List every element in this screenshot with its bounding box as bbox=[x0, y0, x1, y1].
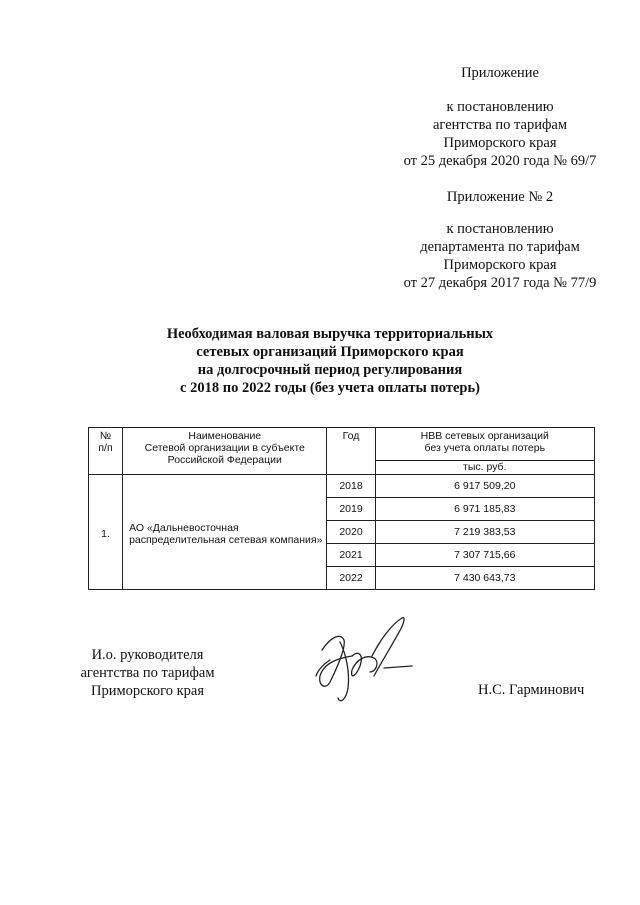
approval-reference-2 bbox=[385, 220, 615, 292]
approval-2-line: Приморского края bbox=[443, 257, 557, 273]
table-row bbox=[89, 475, 595, 498]
header-unit: тыс. руб. bbox=[375, 461, 594, 475]
header-org-line: Наименование bbox=[188, 430, 262, 442]
approval-1-line: агентства по тарифам bbox=[433, 117, 567, 133]
appendix-title bbox=[440, 64, 560, 82]
row-year: 2018 bbox=[327, 475, 375, 498]
header-year bbox=[327, 428, 375, 475]
header-value-line: НВВ сетевых организаций bbox=[420, 430, 549, 442]
header-num-line: № bbox=[99, 430, 112, 442]
table-header-row bbox=[89, 428, 595, 461]
approval-reference-1 bbox=[385, 98, 615, 170]
appendix-2-title bbox=[430, 188, 570, 206]
row-year: 2022 bbox=[327, 567, 375, 590]
handwritten-signature bbox=[300, 610, 420, 710]
appendix-title-text: Приложение bbox=[461, 65, 539, 81]
approval-1-line: от 25 декабря 2020 года № 69/7 bbox=[403, 153, 597, 169]
row-value: 7 430 643,73 bbox=[375, 567, 594, 590]
row-year: 2021 bbox=[327, 544, 375, 567]
header-value bbox=[375, 428, 594, 461]
signer-title-line: агентства по тарифам bbox=[80, 665, 215, 681]
title-line: Необходимая валовая выручка территориальных bbox=[166, 326, 494, 342]
row-value: 6 971 185,83 bbox=[375, 498, 594, 521]
header-org-line: Сетевой организации в субъекте bbox=[144, 442, 305, 454]
row-value: 7 219 383,53 bbox=[375, 521, 594, 544]
document-title bbox=[120, 325, 540, 397]
title-line: с 2018 по 2022 годы (без учета оплаты потерь) bbox=[180, 380, 480, 396]
header-org-name bbox=[123, 428, 327, 475]
signer-name: Н.С. Гарминович bbox=[478, 682, 585, 698]
row-value: 7 307 715,66 bbox=[375, 544, 594, 567]
header-year-text: Год bbox=[342, 430, 360, 442]
approval-2-line: к постановлению bbox=[446, 221, 554, 237]
row-value: 6 917 509,20 bbox=[375, 475, 594, 498]
signer-title-line: Приморского края bbox=[90, 683, 204, 699]
row-num: 1. bbox=[89, 475, 123, 590]
row-year: 2019 bbox=[327, 498, 375, 521]
approval-2-line: департамента по тарифам bbox=[420, 239, 580, 255]
row-org-name: АО «Дальневосточная распределительная сетевая компания» bbox=[123, 475, 327, 590]
header-num-line: п/п bbox=[98, 442, 113, 454]
header-value-line: без учета оплаты потерь bbox=[424, 442, 546, 454]
nvv-table bbox=[88, 427, 595, 590]
title-line: на долгосрочный период регулирования bbox=[197, 362, 463, 378]
row-year: 2020 bbox=[327, 521, 375, 544]
approval-1-line: Приморского края bbox=[443, 135, 557, 151]
approval-2-line: от 27 декабря 2017 года № 77/9 bbox=[403, 275, 597, 291]
signer-title bbox=[75, 646, 220, 700]
title-line: сетевых организаций Приморского края bbox=[196, 344, 464, 360]
approval-1-line: к постановлению bbox=[446, 99, 554, 115]
signer-title-line: И.о. руководителя bbox=[91, 647, 204, 663]
header-num bbox=[89, 428, 123, 475]
header-org-line: Российской Федерации bbox=[167, 454, 282, 466]
appendix-2-title-text: Приложение № 2 bbox=[446, 189, 554, 205]
